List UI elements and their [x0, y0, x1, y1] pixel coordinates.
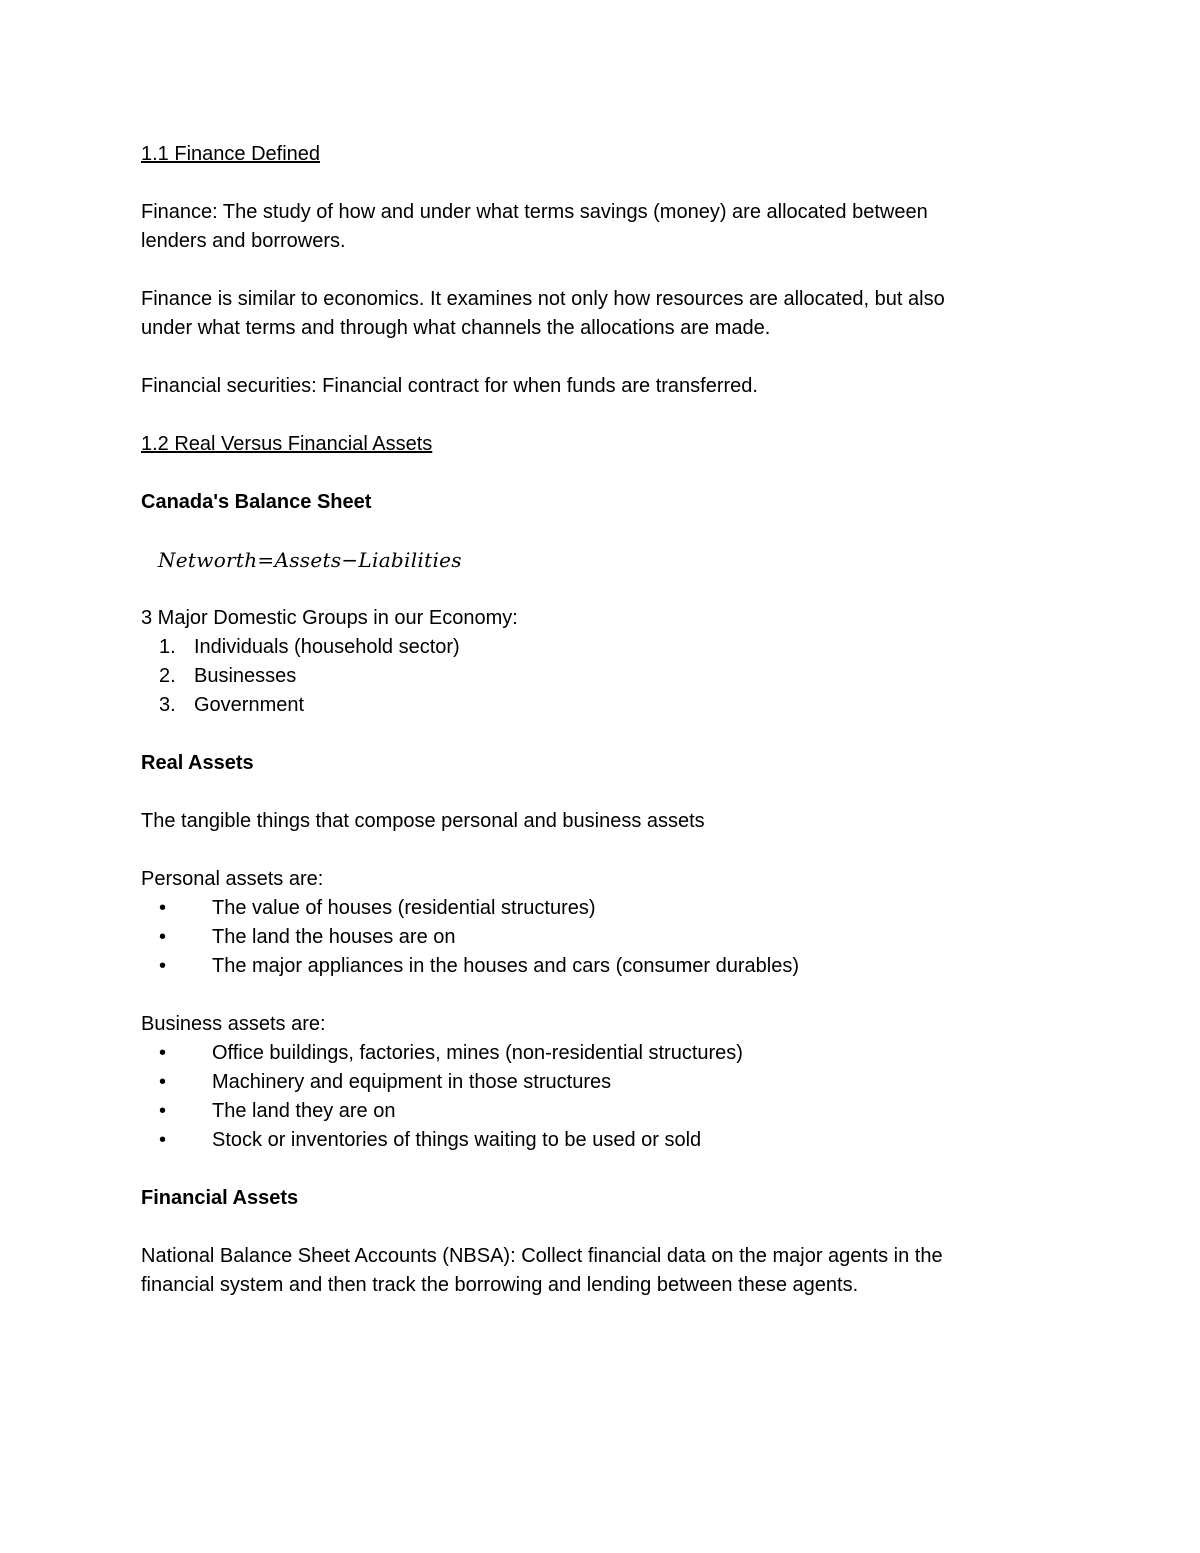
list-item-label: The land the houses are on	[212, 926, 456, 948]
finance-similar-line-1: Finance is similar to economics. It examines not only how resources are allocated, but also	[141, 288, 945, 310]
bullet-icon: •	[159, 897, 167, 919]
list-item-label: The major appliances in the houses and cars (consumer durables)	[212, 955, 799, 977]
finance-definition-line-1: Finance: The study of how and under what terms savings (money) are allocated between	[141, 201, 928, 223]
business-assets-intro: Business assets are:	[141, 1013, 326, 1035]
business-assets-list	[141, 1039, 1041, 1155]
list-item	[141, 1039, 1041, 1068]
nbsa-definition-line-1: National Balance Sheet Accounts (NBSA): Collect financial data on the major agents in the	[141, 1245, 943, 1267]
bullet-icon: •	[159, 926, 167, 948]
section-heading-real-vs-financial: 1.2 Real Versus Financial Assets	[141, 433, 433, 455]
list-number: 3.	[159, 694, 176, 716]
spacer	[141, 836, 1041, 865]
list-item-label: The value of houses (residential structures)	[212, 897, 596, 919]
real-assets-description: The tangible things that compose personal and business assets	[141, 810, 705, 832]
spacer	[141, 459, 1041, 488]
bullet-icon: •	[159, 1042, 167, 1064]
spacer	[141, 720, 1041, 749]
subheading-balance-sheet: Canada's Balance Sheet	[141, 491, 372, 513]
networth-equation: Networth=Assets−Liabilities	[158, 548, 462, 572]
personal-assets-list	[141, 894, 1041, 981]
spacer	[141, 778, 1041, 807]
section-heading-finance-defined: 1.1 Finance Defined	[141, 143, 321, 165]
list-item	[141, 1126, 1041, 1155]
spacer	[141, 343, 1041, 372]
financial-securities-definition: Financial securities: Financial contract for when funds are transferred.	[141, 375, 758, 397]
finance-definition-line-2: lenders and borrowers.	[141, 230, 346, 252]
list-item-label: Machinery and equipment in those structures	[212, 1071, 612, 1093]
list-item-label: The land they are on	[212, 1100, 396, 1122]
list-item	[141, 1097, 1041, 1126]
list-item	[141, 952, 1041, 981]
personal-assets-intro: Personal assets are:	[141, 868, 324, 890]
list-item	[141, 691, 1041, 720]
groups-intro: 3 Major Domestic Groups in our Economy:	[141, 607, 518, 629]
list-item-label: Individuals (household sector)	[194, 636, 460, 658]
spacer	[141, 517, 1041, 546]
bullet-icon: •	[159, 1129, 167, 1151]
list-item-label: Government	[194, 694, 305, 716]
nbsa-definition-line-2: financial system and then track the borrowing and lending between these agents.	[141, 1274, 859, 1296]
spacer	[141, 1213, 1041, 1242]
bullet-icon: •	[159, 955, 167, 977]
list-item	[141, 894, 1041, 923]
list-item	[141, 662, 1041, 691]
list-number: 1.	[159, 636, 176, 658]
list-item	[141, 923, 1041, 952]
subheading-real-assets: Real Assets	[141, 752, 254, 774]
spacer	[141, 169, 1041, 198]
document-body	[141, 140, 1041, 1300]
spacer	[141, 1155, 1041, 1184]
finance-similar-line-2: under what terms and through what channels the allocations are made.	[141, 317, 771, 339]
spacer	[141, 256, 1041, 285]
spacer	[141, 575, 1041, 604]
groups-list	[141, 633, 1041, 720]
list-item	[141, 633, 1041, 662]
spacer	[141, 981, 1041, 1010]
list-item-label: Stock or inventories of things waiting to be used or sold	[212, 1129, 702, 1151]
list-item-label: Businesses	[194, 665, 297, 687]
spacer	[141, 401, 1041, 430]
bullet-icon: •	[159, 1100, 167, 1122]
bullet-icon: •	[159, 1071, 167, 1093]
list-number: 2.	[159, 665, 176, 687]
list-item	[141, 1068, 1041, 1097]
subheading-financial-assets: Financial Assets	[141, 1187, 299, 1209]
list-item-label: Office buildings, factories, mines (non-residential structures)	[212, 1042, 743, 1064]
